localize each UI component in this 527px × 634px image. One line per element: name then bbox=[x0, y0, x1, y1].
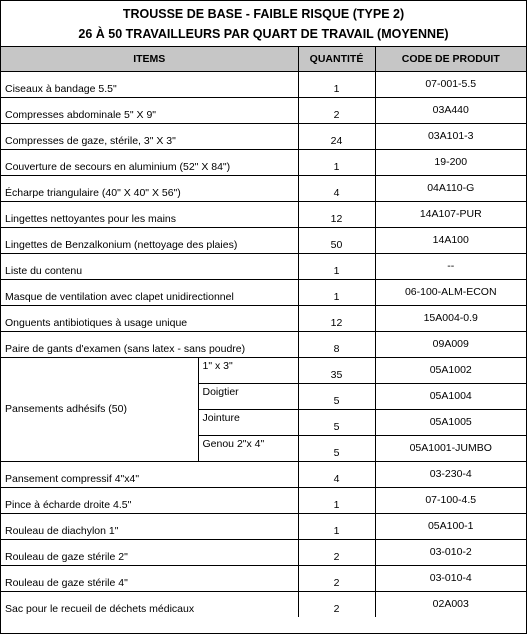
item-code: 02A003 bbox=[375, 591, 526, 617]
item-name: Lingettes de Benzalkonium (nettoyage des plaies) bbox=[1, 227, 298, 253]
item-variant: Jointure bbox=[198, 409, 298, 435]
item-variant: Genou 2"x 4" bbox=[198, 435, 298, 461]
item-quantity: 5 bbox=[298, 435, 375, 461]
table-row bbox=[1, 357, 526, 383]
item-quantity: 5 bbox=[298, 383, 375, 409]
item-name: Liste du contenu bbox=[1, 253, 298, 279]
table-row bbox=[1, 201, 526, 227]
item-code: 05A1002 bbox=[375, 357, 526, 383]
table-row bbox=[1, 487, 526, 513]
item-quantity: 2 bbox=[298, 591, 375, 617]
item-name: Paire de gants d'examen (sans latex - sans poudre) bbox=[1, 331, 298, 357]
item-name: Masque de ventilation avec clapet unidirectionnel bbox=[1, 279, 298, 305]
table-row bbox=[1, 149, 526, 175]
header-quantity: QUANTITÉ bbox=[298, 47, 375, 71]
item-name: Rouleau de gaze stérile 2" bbox=[1, 539, 298, 565]
item-code: 03-010-2 bbox=[375, 539, 526, 565]
item-variant: Doigtier bbox=[198, 383, 298, 409]
item-code: 03-010-4 bbox=[375, 565, 526, 591]
title-line-1: TROUSSE DE BASE - FAIBLE RISQUE (TYPE 2) bbox=[122, 6, 405, 21]
table-header-row bbox=[1, 47, 526, 71]
table-row bbox=[1, 71, 526, 97]
table-row bbox=[1, 331, 526, 357]
item-quantity: 2 bbox=[298, 565, 375, 591]
item-name: Lingettes nettoyantes pour les mains bbox=[1, 201, 298, 227]
table-row bbox=[1, 175, 526, 201]
item-code: 05A1004 bbox=[375, 383, 526, 409]
contents-table bbox=[1, 47, 526, 617]
item-code: 09A009 bbox=[375, 331, 526, 357]
table-row bbox=[1, 253, 526, 279]
item-name: Écharpe triangulaire (40" X 40" X 56") bbox=[1, 175, 298, 201]
item-code: 14A107-PUR bbox=[375, 201, 526, 227]
item-name: Ciseaux à bandage 5.5" bbox=[1, 71, 298, 97]
table-row bbox=[1, 539, 526, 565]
table-row bbox=[1, 279, 526, 305]
item-quantity: 50 bbox=[298, 227, 375, 253]
item-name: Couverture de secours en aluminium (52" X 84") bbox=[1, 149, 298, 175]
item-quantity: 8 bbox=[298, 331, 375, 357]
item-quantity: 2 bbox=[298, 539, 375, 565]
item-name: Sac pour le recueil de déchets médicaux bbox=[1, 591, 298, 617]
title-line-2: 26 À 50 TRAVAILLEURS PAR QUART DE TRAVAIL (MOYENNE) bbox=[78, 26, 449, 41]
item-quantity: 1 bbox=[298, 487, 375, 513]
table-row bbox=[1, 227, 526, 253]
item-quantity: 12 bbox=[298, 201, 375, 227]
item-name: Pince à écharde droite 4.5" bbox=[1, 487, 298, 513]
item-code: 19-200 bbox=[375, 149, 526, 175]
item-code: 05A100-1 bbox=[375, 513, 526, 539]
item-code: -- bbox=[375, 253, 526, 279]
table-row bbox=[1, 461, 526, 487]
item-name: Rouleau de diachylon 1" bbox=[1, 513, 298, 539]
item-code: 14A100 bbox=[375, 227, 526, 253]
header-items: ITEMS bbox=[1, 47, 298, 71]
item-quantity: 12 bbox=[298, 305, 375, 331]
item-name: Onguents antibiotiques à usage unique bbox=[1, 305, 298, 331]
item-code: 07-100-4.5 bbox=[375, 487, 526, 513]
item-quantity: 5 bbox=[298, 409, 375, 435]
item-name: Compresses de gaze, stérile, 3" X 3" bbox=[1, 123, 298, 149]
item-quantity: 1 bbox=[298, 253, 375, 279]
item-quantity: 1 bbox=[298, 279, 375, 305]
item-name: Pansement compressif 4"x4" bbox=[1, 461, 298, 487]
item-name: Pansements adhésifs (50) bbox=[1, 357, 198, 461]
document-title bbox=[1, 1, 526, 47]
header-code: CODE DE PRODUIT bbox=[375, 47, 526, 71]
item-variant: 1" x 3" bbox=[198, 357, 298, 383]
table-row bbox=[1, 123, 526, 149]
item-code: 03-230-4 bbox=[375, 461, 526, 487]
item-quantity: 35 bbox=[298, 357, 375, 383]
item-code: 07-001-5.5 bbox=[375, 71, 526, 97]
item-quantity: 4 bbox=[298, 461, 375, 487]
item-quantity: 24 bbox=[298, 123, 375, 149]
table-row bbox=[1, 513, 526, 539]
table-row bbox=[1, 591, 526, 617]
item-code: 03A101-3 bbox=[375, 123, 526, 149]
item-name: Rouleau de gaze stérile 4" bbox=[1, 565, 298, 591]
table-row bbox=[1, 305, 526, 331]
item-code: 15A004-0.9 bbox=[375, 305, 526, 331]
item-code: 05A1001-JUMBO bbox=[375, 435, 526, 461]
item-code: 06-100-ALM-ECON bbox=[375, 279, 526, 305]
table-row bbox=[1, 565, 526, 591]
item-quantity: 2 bbox=[298, 97, 375, 123]
item-quantity: 1 bbox=[298, 149, 375, 175]
item-quantity: 1 bbox=[298, 71, 375, 97]
item-quantity: 4 bbox=[298, 175, 375, 201]
item-code: 05A1005 bbox=[375, 409, 526, 435]
item-quantity: 1 bbox=[298, 513, 375, 539]
table-row bbox=[1, 97, 526, 123]
item-code: 04A110-G bbox=[375, 175, 526, 201]
item-name: Compresses abdominale 5" X 9" bbox=[1, 97, 298, 123]
item-code: 03A440 bbox=[375, 97, 526, 123]
